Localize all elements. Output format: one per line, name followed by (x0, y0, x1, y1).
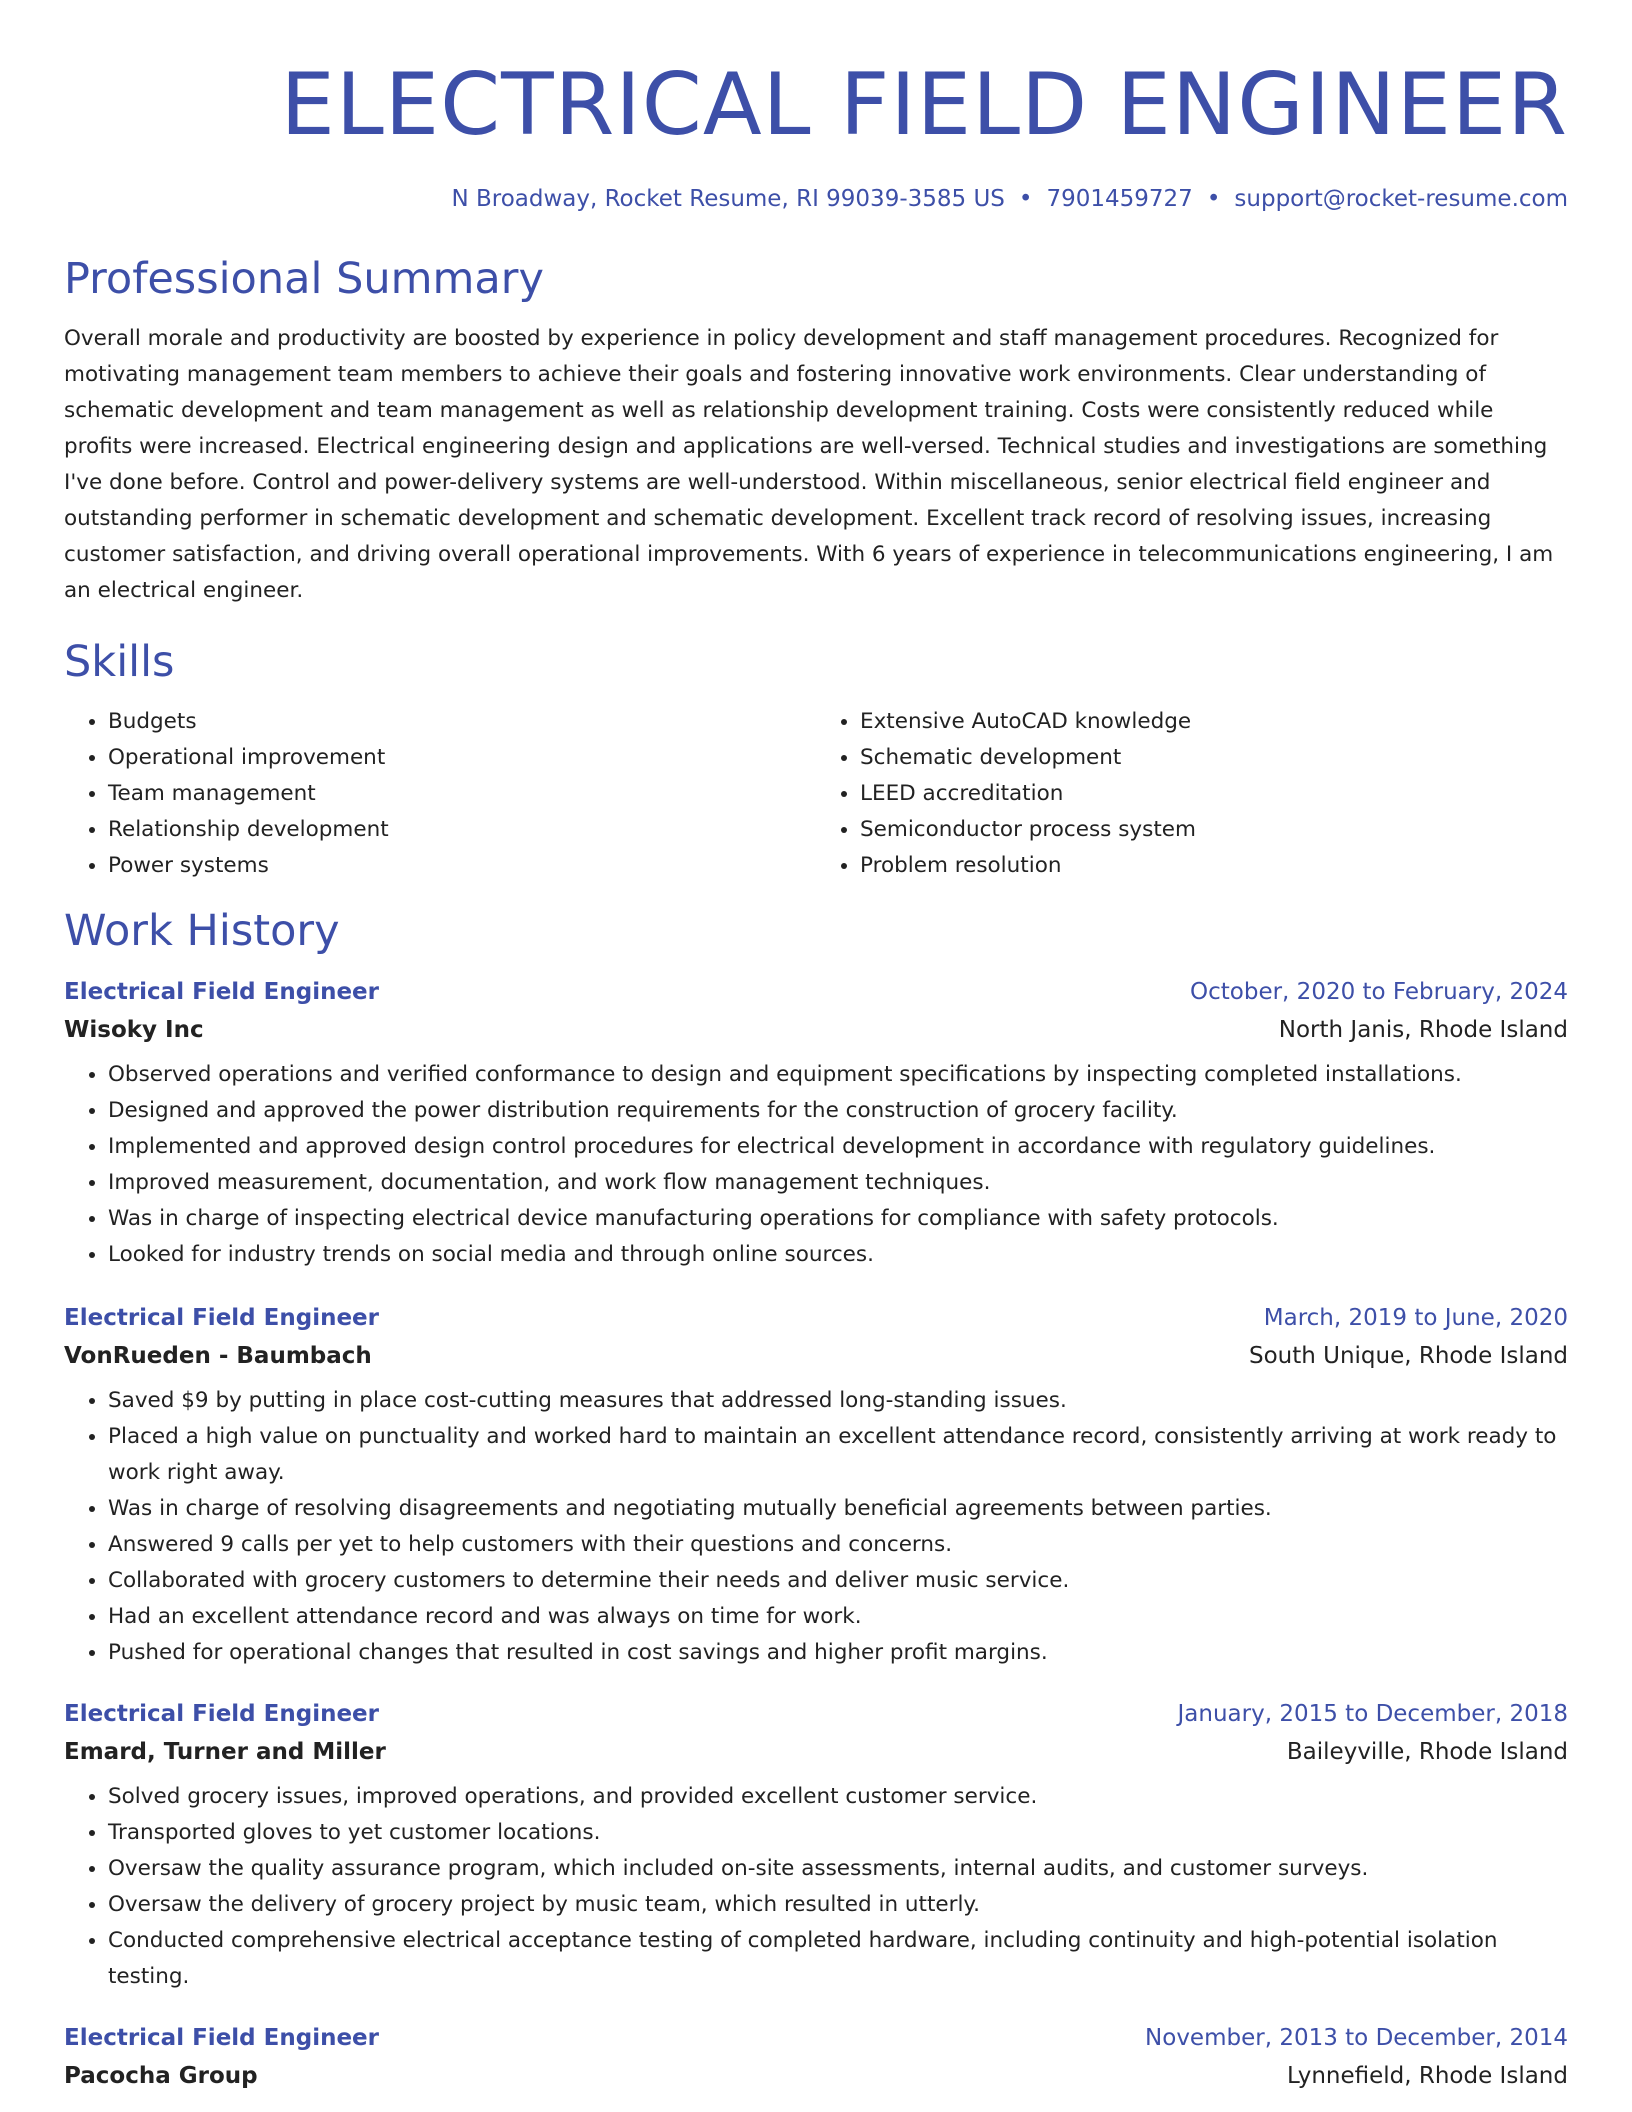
contact-line (64, 186, 1568, 214)
job-dates: March, 2019 to June, 2020 (1263, 1305, 1568, 1332)
job-bullets (64, 1057, 1568, 1273)
job-bullet: • Had an excellent attendance record and was always on time for work. (108, 1599, 1568, 1635)
job-dates: January, 2015 to December, 2018 (1177, 1701, 1568, 1728)
resume-name: ELECTRICAL FIELD ENGINEER (280, 55, 1568, 155)
job-header (64, 2025, 1568, 2051)
job-title: Electrical Field Engineer (64, 1305, 379, 1332)
job-bullet: • Looked for industry trends on social media and through online sources. (108, 1237, 1568, 1273)
job-location: South Unique, Rhode Island (1248, 1343, 1568, 1370)
job-bullet: • Improved measurement, documentation, and work flow management techniques. (108, 1165, 1568, 1201)
job-location: Lynnefield, Rhode Island (1287, 2063, 1568, 2090)
skill-item: • Problem resolution (860, 848, 1568, 884)
job-bullet: • Collaborated with grocery customers to determine their needs and deliver music service. (108, 1563, 1568, 1599)
job-bullet: • Was in charge of resolving disagreements and negotiating mutually beneficial agreements between parties. (108, 1491, 1568, 1527)
job-company: Emard, Turner and Miller (64, 1739, 386, 1766)
skills-column-left (64, 704, 816, 884)
job-bullets (64, 1383, 1568, 1671)
work-history-heading: Work History (64, 906, 340, 957)
job-subheader (64, 1017, 1568, 1043)
job-title: Electrical Field Engineer (64, 979, 379, 1006)
job-bullet: • Oversaw the delivery of grocery project by music team, which resulted in utterly. (108, 1887, 1568, 1923)
job-entry (64, 1701, 1568, 1995)
skills-column-right (816, 704, 1568, 884)
skill-item: • Operational improvement (108, 740, 816, 776)
job-title: Electrical Field Engineer (64, 1701, 379, 1728)
skill-item: • LEED accreditation (860, 776, 1568, 812)
skill-item: • Power systems (108, 848, 816, 884)
job-title: Electrical Field Engineer (64, 2025, 379, 2052)
skill-item: • Budgets (108, 704, 816, 740)
contact-email[interactable]: support@rocket-resume.com (1234, 186, 1568, 212)
job-dates: November, 2013 to December, 2014 (1145, 2025, 1568, 2052)
job-bullets (64, 1779, 1568, 1995)
job-bullet: • Implemented and approved design control procedures for electrical development in accordance with regulatory guidelines. (108, 1129, 1568, 1165)
skill-item: • Schematic development (860, 740, 1568, 776)
job-location: Baileyville, Rhode Island (1286, 1739, 1568, 1766)
job-bullet: • Was in charge of inspecting electrical device manufacturing operations for compliance with safety protocols. (108, 1201, 1568, 1237)
job-subheader (64, 2063, 1568, 2089)
summary-text: Overall morale and productivity are boosted by experience in policy development and staff management procedures. Recognized for motivating management team members to achieve their goals and fostering innovative work environments. Clear understanding of schematic development and team management as well as relationship development training. Costs were consistently reduced while profits were increased. Electrical engineering design and applications are well-versed. Technical studies and investigations are something I've done before. Control and power-delivery systems are well-understood. Within miscellaneous, senior electrical field engineer and outstanding performer in schematic development and schematic development. Excellent track record of resolving issues, increasing customer satisfaction, and driving overall operational improvements. With 6 years of experience in telecommunications engineering, I am an electrical engineer. (64, 325, 1554, 603)
job-bullet: • Solved grocery issues, improved operations, and provided excellent customer service. (108, 1779, 1568, 1815)
skills-list (64, 704, 1568, 884)
contact-phone: 7901459727 (1046, 186, 1193, 212)
job-company: Pacocha Group (64, 2063, 258, 2090)
job-subheader (64, 1739, 1568, 1765)
job-company: Wisoky Inc (64, 1017, 204, 1044)
job-entry (64, 979, 1568, 1273)
job-entry (64, 2025, 1568, 2089)
job-company: VonRueden - Baumbach (64, 1343, 372, 1370)
job-header (64, 979, 1568, 1005)
skills-heading: Skills (64, 636, 175, 687)
job-bullet: • Placed a high value on punctuality and worked hard to maintain an excellent attendance record, consistently arriving at work ready to work right away. (108, 1419, 1568, 1491)
job-header (64, 1305, 1568, 1331)
job-location: North Janis, Rhode Island (1278, 1017, 1568, 1044)
job-bullet: • Designed and approved the power distribution requirements for the construction of grocery facility. (108, 1093, 1568, 1129)
skill-item: • Relationship development (108, 812, 816, 848)
job-bullet: • Oversaw the quality assurance program, which included on-site assessments, internal audits, and customer surveys. (108, 1851, 1568, 1887)
contact-separator: • (1018, 186, 1033, 212)
summary-heading: Professional Summary (64, 253, 544, 304)
skill-item: • Semiconductor process system (860, 812, 1568, 848)
contact-separator: • (1206, 186, 1221, 212)
job-bullet: • Pushed for operational changes that resulted in cost savings and higher profit margins. (108, 1635, 1568, 1671)
job-dates: October, 2020 to February, 2024 (1190, 979, 1568, 1006)
contact-address: N Broadway, Rocket Resume, RI 99039-3585 US (451, 186, 1005, 212)
job-bullet: • Saved $9 by putting in place cost-cutting measures that addressed long-standing issues. (108, 1383, 1568, 1419)
job-bullet: • Answered 9 calls per yet to help customers with their questions and concerns. (108, 1527, 1568, 1563)
skill-item: • Team management (108, 776, 816, 812)
job-bullet: • Observed operations and verified conformance to design and equipment specifications by inspecting completed installations. (108, 1057, 1568, 1093)
job-bullet: • Conducted comprehensive electrical acceptance testing of completed hardware, including continuity and high-potential isolation testing. (108, 1923, 1568, 1995)
skill-item: • Extensive AutoCAD knowledge (860, 704, 1568, 740)
job-bullet: • Transported gloves to yet customer locations. (108, 1815, 1568, 1851)
job-header (64, 1701, 1568, 1727)
job-entry (64, 1305, 1568, 1671)
job-subheader (64, 1343, 1568, 1369)
